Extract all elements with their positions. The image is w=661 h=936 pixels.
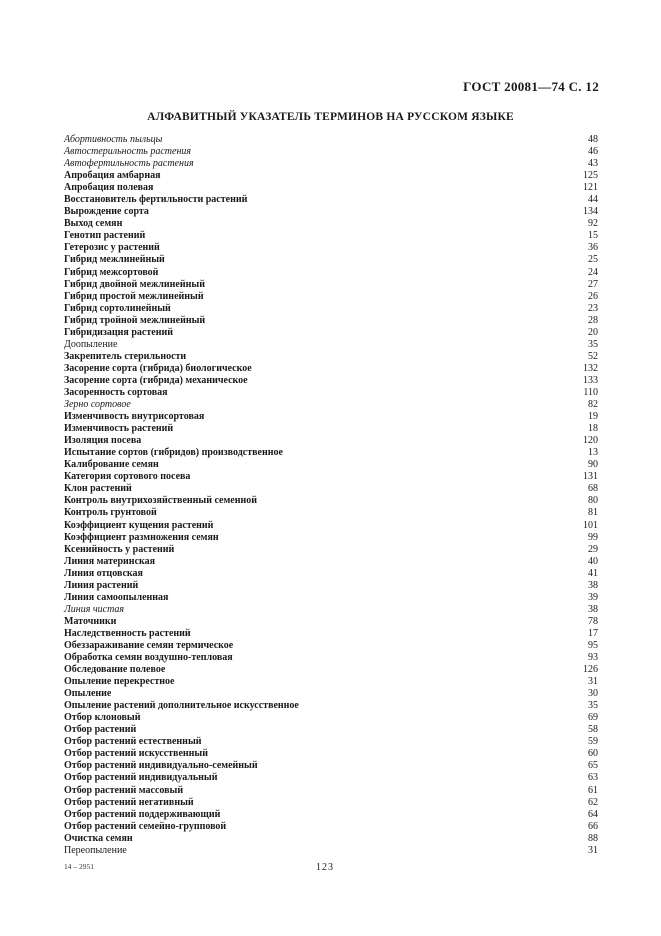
index-number: 43	[588, 158, 598, 170]
index-term: Отбор растений семейно-групповой	[64, 820, 227, 832]
index-entry	[64, 676, 598, 688]
index-entry	[64, 664, 598, 676]
index-entry	[64, 423, 598, 435]
index-entry	[64, 218, 598, 230]
index-term: Отбор растений массовый	[64, 784, 184, 796]
index-entry	[64, 833, 598, 845]
index-number: 65	[588, 760, 598, 772]
index-number: 19	[588, 411, 598, 423]
index-term: Засорение сорта (гибрида) механическое	[64, 374, 248, 386]
index-entry	[64, 170, 598, 182]
index-number: 35	[588, 700, 598, 712]
index-entry	[64, 267, 598, 279]
index-number: 41	[588, 567, 598, 579]
index-number: 38	[588, 579, 598, 591]
index-entry	[64, 797, 598, 809]
index-term: Гибрид межлинейный	[64, 254, 165, 266]
index-entry	[64, 592, 598, 604]
index-term: Опыление растений дополнительное искусственное	[64, 700, 299, 712]
index-term: Автостерильность растения	[64, 146, 192, 158]
index-term: Опыление перекрестное	[64, 676, 175, 688]
index-term: Контроль грунтовой	[64, 507, 157, 519]
index-term: Контроль внутрихозяйственный семенной	[64, 495, 258, 507]
index-number: 66	[588, 820, 598, 832]
index-number: 64	[588, 808, 598, 820]
index-number: 78	[588, 615, 598, 627]
index-number: 80	[588, 495, 598, 507]
index-term: Доопыление	[64, 338, 118, 350]
index-entry	[64, 363, 598, 375]
index-term: Обработка семян воздушно-тепловая	[64, 652, 233, 664]
index-term: Гибрид межсортовой	[64, 266, 159, 278]
print-code: 14 – 2951	[64, 862, 94, 871]
index-number: 121	[583, 182, 598, 194]
index-term: Гибридизация растений	[64, 326, 173, 338]
index-number: 29	[588, 543, 598, 555]
index-number: 88	[588, 832, 598, 844]
index-term: Вырождение сорта	[64, 206, 149, 218]
index-number: 82	[588, 399, 598, 411]
index-number: 30	[588, 688, 598, 700]
standard-header: ГОСТ 20081—74 С. 12	[463, 79, 599, 94]
index-number: 132	[583, 362, 598, 374]
index-entry	[64, 230, 598, 242]
index-entry	[64, 604, 598, 616]
index-number: 125	[583, 170, 598, 182]
index-term: Зерно сортовое	[64, 399, 131, 411]
index-entry	[64, 158, 598, 170]
index-number: 92	[588, 218, 598, 230]
index-number: 36	[588, 242, 598, 254]
index-number: 39	[588, 591, 598, 603]
page-title: АЛФАВИТНЫЙ УКАЗАТЕЛЬ ТЕРМИНОВ НА РУССКОМ ЯЗЫКЕ	[147, 111, 514, 123]
index-number: 48	[588, 134, 598, 145]
index-entry	[64, 182, 598, 194]
index-term: Отбор растений индивидуальный	[64, 772, 218, 784]
index-entry	[64, 303, 598, 315]
index-number: 60	[588, 748, 598, 760]
index-term: Апробация амбарная	[64, 170, 161, 182]
index-number: 68	[588, 483, 598, 495]
index-number: 61	[588, 784, 598, 796]
index-number: 15	[588, 230, 598, 242]
index-entry	[64, 748, 598, 760]
index-number: 120	[583, 435, 598, 447]
index-term: Отбор растений индивидуально-семейный	[64, 760, 258, 772]
index-entry	[64, 483, 598, 495]
index-term: Гибрид тройной межлинейный	[64, 314, 206, 326]
index-entry	[64, 507, 598, 519]
index-number: 69	[588, 712, 598, 724]
index-entry	[64, 447, 598, 459]
index-term: Испытание сортов (гибридов) производственное	[64, 447, 283, 459]
index-entry	[64, 315, 598, 327]
index-entry	[64, 760, 598, 772]
index-term: Автофертильность растения	[64, 158, 194, 170]
index-number: 101	[583, 519, 598, 531]
index-entry	[64, 785, 598, 797]
index-number: 46	[588, 146, 598, 158]
index-entry	[64, 652, 598, 664]
index-term: Отбор клоновый	[64, 712, 141, 724]
index-entry	[64, 471, 598, 483]
index-entry	[64, 495, 598, 507]
index-term: Генотип растений	[64, 230, 146, 242]
index-term: Отбор растений	[64, 724, 137, 736]
index-number: 18	[588, 423, 598, 435]
index-number: 31	[588, 676, 598, 688]
index-term: Коэффициент кущения растений	[64, 519, 214, 531]
index-number: 90	[588, 459, 598, 471]
index-entry	[64, 411, 598, 423]
index-entry	[64, 640, 598, 652]
index-term: Линия чистая	[64, 603, 125, 615]
index-term: Маточники	[64, 615, 117, 627]
index-entry	[64, 556, 598, 568]
index-number: 110	[583, 386, 598, 398]
index-term: Очистка семян	[64, 832, 133, 844]
index-term: Линия растений	[64, 579, 139, 591]
index-term: Коэффициент размножения семян	[64, 531, 219, 543]
index-number: 62	[588, 796, 598, 808]
index-entry	[64, 688, 598, 700]
index-entry	[64, 616, 598, 628]
index-term: Изоляция посева	[64, 435, 142, 447]
index-entry	[64, 194, 598, 206]
index-term: Изменчивость растений	[64, 423, 174, 435]
index-entry	[64, 700, 598, 712]
index-term: Гетерозис у растений	[64, 242, 160, 254]
index-number: 81	[588, 507, 598, 519]
index-number: 126	[583, 664, 598, 676]
index-number: 59	[588, 736, 598, 748]
index-term: Калибрование семян	[64, 459, 159, 471]
index-entry	[64, 327, 598, 339]
index-number: 24	[588, 266, 598, 278]
index-term: Обеззараживание семян термическое	[64, 639, 234, 651]
index-number: 63	[588, 772, 598, 784]
index-entry	[64, 821, 598, 833]
index-entry	[64, 772, 598, 784]
index-term: Отбор растений искусственный	[64, 748, 208, 760]
index-number: 95	[588, 639, 598, 651]
term-index-list	[64, 134, 598, 857]
index-entry	[64, 544, 598, 556]
index-term: Закрепитель стерильности	[64, 350, 187, 362]
index-entry	[64, 254, 598, 266]
index-term: Апробация полевая	[64, 182, 154, 194]
index-term: Ксенийность у растений	[64, 543, 175, 555]
index-entry	[64, 206, 598, 218]
index-entry	[64, 375, 598, 387]
index-entry	[64, 387, 598, 399]
index-entry	[64, 146, 598, 158]
index-entry	[64, 134, 598, 146]
index-term: Гибрид двойной межлинейный	[64, 278, 205, 290]
index-entry	[64, 435, 598, 447]
index-number: 25	[588, 254, 598, 266]
index-term: Линия материнская	[64, 555, 156, 567]
index-entry	[64, 399, 598, 411]
index-entry	[64, 339, 598, 351]
index-entry	[64, 809, 598, 821]
index-entry	[64, 580, 598, 592]
index-entry	[64, 279, 598, 291]
index-number: 131	[583, 471, 598, 483]
index-term: Засоренность сортовая	[64, 386, 168, 398]
index-number: 99	[588, 531, 598, 543]
index-term: Линия отцовская	[64, 567, 143, 579]
index-entry	[64, 351, 598, 363]
index-term: Категория сортового посева	[64, 471, 191, 483]
index-entry	[64, 459, 598, 471]
index-term: Выход семян	[64, 218, 123, 230]
index-term: Восстановитель фертильности растений	[64, 194, 248, 206]
index-number: 20	[588, 326, 598, 338]
index-number: 44	[588, 194, 598, 206]
index-number: 26	[588, 290, 598, 302]
index-term: Переопыление	[64, 844, 127, 856]
index-number: 23	[588, 302, 598, 314]
index-entry	[64, 628, 598, 640]
index-term: Клон растений	[64, 483, 132, 495]
index-entry	[64, 568, 598, 580]
index-term: Гибрид сортолинейный	[64, 302, 171, 314]
index-number: 52	[588, 350, 598, 362]
index-number: 93	[588, 652, 598, 664]
index-number: 28	[588, 314, 598, 326]
index-entry	[64, 712, 598, 724]
index-term: Засорение сорта (гибрида) биологическое	[64, 362, 252, 374]
index-term: Обследование полевое	[64, 664, 166, 676]
index-number: 35	[588, 338, 598, 350]
index-number: 27	[588, 278, 598, 290]
page-number: 123	[316, 862, 334, 873]
index-term: Опыление	[64, 688, 112, 700]
index-number: 13	[588, 447, 598, 459]
index-term: Отбор растений поддерживающий	[64, 808, 221, 820]
index-entry	[64, 242, 598, 254]
index-entry	[64, 532, 598, 544]
index-term: Отбор растений естественный	[64, 736, 202, 748]
index-number: 40	[588, 555, 598, 567]
index-term: Отбор растений негативный	[64, 796, 194, 808]
index-entry	[64, 736, 598, 748]
index-term: Абортивность пыльцы	[64, 134, 163, 145]
index-number: 133	[583, 374, 598, 386]
index-term: Наследственность растений	[64, 627, 191, 639]
index-number: 38	[588, 603, 598, 615]
index-number: 17	[588, 627, 598, 639]
index-term: Изменчивость внутрисортовая	[64, 411, 205, 423]
index-entry	[64, 845, 598, 857]
index-number: 58	[588, 724, 598, 736]
index-entry	[64, 724, 598, 736]
index-number: 31	[588, 844, 598, 856]
index-entry	[64, 520, 598, 532]
index-term: Гибрид простой межлинейный	[64, 290, 204, 302]
index-term: Линия самоопыленная	[64, 591, 169, 603]
index-entry	[64, 291, 598, 303]
index-number: 134	[583, 206, 598, 218]
